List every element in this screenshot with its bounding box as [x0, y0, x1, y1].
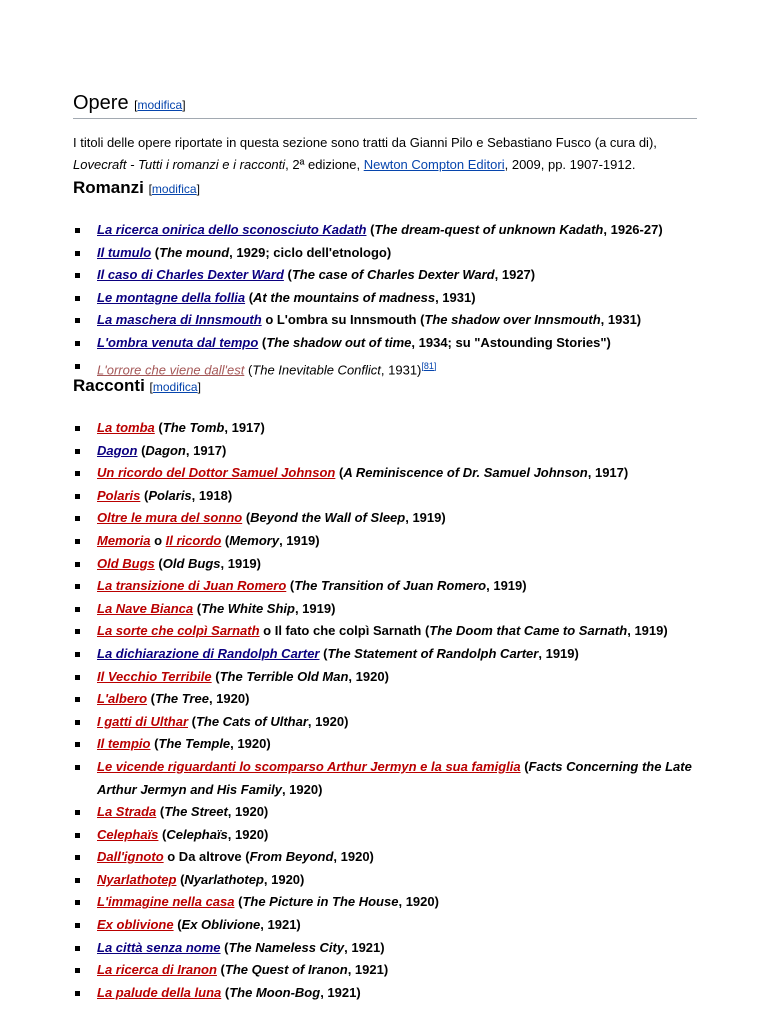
- intro-paragraph: [73, 132, 698, 176]
- publisher-link[interactable]: Newton Compton Editori: [363, 157, 505, 172]
- work-link[interactable]: La palude della luna: [97, 984, 222, 1000]
- original-title: The Doom that Came to Sarnath: [429, 623, 628, 639]
- work-link[interactable]: La transizione di Juan Romero: [97, 578, 287, 594]
- original-title: Celephaïs: [166, 826, 228, 842]
- original-title: The case of Charles Dexter Ward: [291, 267, 495, 283]
- list-item: [73, 417, 703, 440]
- work-year: , 1920): [230, 736, 271, 752]
- work-link[interactable]: Un ricordo del Dottor Samuel Johnson: [97, 465, 336, 481]
- work-detail: (: [221, 984, 230, 1000]
- intro-book-title: Lovecraft - Tutti i romanzi e i racconti: [73, 157, 286, 172]
- work-link[interactable]: La Strada: [97, 804, 157, 820]
- original-title: The mound: [159, 244, 230, 260]
- bullet-icon: [75, 720, 80, 725]
- work-year: , 1927): [494, 267, 536, 283]
- work-year: , 1919): [405, 510, 446, 526]
- work-detail: (: [140, 487, 149, 503]
- intro-text: I titoli delle opere riportate in questa sezione sono tratti da Gianni Pilo e Sebastiano Fusco (a cura di),: [73, 135, 657, 150]
- original-title: Memory: [229, 532, 280, 548]
- list-item: [73, 824, 703, 847]
- bullet-icon: [75, 991, 80, 996]
- work-detail: (: [520, 758, 529, 774]
- original-title: The White Ship: [201, 600, 295, 616]
- work-detail: (: [221, 532, 230, 548]
- list-item: [73, 309, 703, 332]
- work-detail: o Da altrove (: [163, 849, 250, 865]
- work-detail: (: [234, 894, 243, 910]
- work-year: , 1920): [227, 826, 269, 842]
- original-title: The Street: [164, 804, 228, 820]
- work-link[interactable]: Memoria: [97, 532, 151, 548]
- original-title: The shadow over Innsmouth: [424, 312, 601, 328]
- list-item: [73, 332, 703, 355]
- heading-title: Racconti: [73, 376, 145, 395]
- work-link[interactable]: Dall'ignoto: [97, 849, 164, 865]
- list-item: [73, 643, 703, 666]
- work-year: , 1931): [380, 361, 422, 377]
- work-detail: (: [188, 713, 196, 729]
- list-item: [73, 982, 703, 1005]
- work-year: , 1919): [294, 600, 336, 616]
- list-item: [73, 242, 703, 265]
- work-year: , 1919): [279, 532, 320, 548]
- bullet-icon: [75, 228, 80, 233]
- footnote-ref[interactable]: [421, 361, 436, 371]
- bullet-icon: [75, 318, 80, 323]
- work-detail: (: [216, 962, 225, 978]
- original-title: The Transition of Juan Romero: [294, 578, 487, 594]
- list-item: [73, 575, 703, 598]
- work-link[interactable]: La ricerca di Iranon: [97, 962, 217, 978]
- work-link[interactable]: Le vicende riguardanti lo scomparso Arthur Jermyn e la sua famiglia: [97, 758, 521, 774]
- work-year: , 1919): [220, 555, 261, 571]
- original-title: The Picture in The House: [242, 894, 399, 910]
- work-detail: (: [319, 645, 328, 661]
- work-year: , 1919): [538, 645, 579, 661]
- edit-link[interactable]: modifica: [151, 182, 197, 196]
- work-detail: (: [137, 442, 146, 458]
- work-link[interactable]: La città senza nome: [97, 939, 221, 955]
- bullet-icon: [75, 855, 80, 860]
- list-item: [73, 959, 703, 982]
- work-year: , 1917): [224, 420, 265, 435]
- list-item: [73, 801, 703, 824]
- edit-link[interactable]: modifica: [137, 98, 183, 112]
- list-item: [73, 553, 703, 576]
- work-link[interactable]: Old Bugs: [97, 555, 155, 571]
- list-item: [73, 891, 703, 914]
- list-item: [73, 485, 703, 508]
- list-item: [73, 666, 703, 689]
- work-link[interactable]: Il caso di Charles Dexter Ward: [97, 267, 284, 283]
- work-detail: (: [366, 222, 375, 237]
- bullet-icon: [75, 697, 80, 702]
- original-title: From Beyond: [249, 849, 334, 865]
- section-heading-racconti: [73, 376, 201, 396]
- work-year: , 1919): [486, 578, 527, 594]
- original-title: Old Bugs: [162, 555, 221, 571]
- work-detail: (: [176, 871, 185, 887]
- list-item: [73, 846, 703, 869]
- work-detail: (: [154, 420, 163, 435]
- work-link[interactable]: L'ombra venuta dal tempo: [97, 334, 259, 350]
- work-link[interactable]: La tomba: [97, 420, 155, 435]
- bullet-icon: [75, 968, 80, 973]
- work-link[interactable]: Il tumulo: [97, 244, 152, 260]
- original-title: The Temple: [158, 736, 231, 752]
- original-title: Polaris: [148, 487, 192, 503]
- original-title: The dream-quest of unknown Kadath: [374, 222, 604, 237]
- list-item: [73, 440, 703, 463]
- work-detail: (: [244, 361, 253, 377]
- work-detail: (: [335, 465, 344, 481]
- work-detail: (: [220, 939, 229, 955]
- work-year: , 1931): [600, 312, 642, 328]
- work-detail: (: [258, 334, 267, 350]
- list-item: [73, 287, 703, 310]
- work-link[interactable]: L'albero: [97, 691, 148, 707]
- original-title: Ex Oblivione: [181, 917, 261, 933]
- list-item: [73, 756, 703, 801]
- work-year: , 1920): [333, 849, 374, 865]
- edit-section: [modifica]: [148, 182, 200, 196]
- edit-link[interactable]: modifica: [152, 380, 198, 394]
- bullet-icon: [75, 652, 80, 657]
- original-title: The Tomb: [162, 420, 225, 435]
- bullet-icon: [75, 923, 80, 928]
- separator-text: o: [150, 532, 166, 548]
- original-title: Beyond the Wall of Sleep: [250, 510, 406, 526]
- work-link[interactable]: Dagon: [97, 442, 138, 458]
- work-year: , 1918): [191, 487, 233, 503]
- bullet-icon: [75, 251, 80, 256]
- work-detail: (: [242, 510, 251, 526]
- original-title: The shadow out of time: [266, 334, 412, 350]
- work-link[interactable]: Nyarlathotep: [97, 871, 177, 887]
- intro-text: , 2ª edizione,: [285, 157, 364, 172]
- work-year: , 1921): [320, 984, 361, 1000]
- list-item: [73, 937, 703, 960]
- bullet-icon: [75, 296, 80, 301]
- work-year: , 1921): [347, 962, 389, 978]
- original-title: The Inevitable Conflict: [252, 361, 381, 377]
- work-link[interactable]: Oltre le mura del sonno: [97, 510, 243, 526]
- footnote-link[interactable]: [81]: [421, 360, 437, 371]
- edit-section: [modifica]: [134, 98, 186, 112]
- work-year: , 1920): [398, 894, 439, 910]
- original-title: The Tree: [155, 691, 209, 707]
- work-year: , 1920): [307, 713, 349, 729]
- work-year: , 1921): [260, 917, 301, 933]
- bullet-icon: [75, 900, 80, 905]
- bullet-icon: [75, 765, 80, 770]
- work-detail: (: [245, 289, 254, 305]
- work-link[interactable]: Il tempio: [97, 736, 151, 752]
- bullet-icon: [75, 562, 80, 567]
- intro-text: , 2009, pp. 1907-1912.: [504, 157, 636, 172]
- work-detail: (: [156, 804, 165, 820]
- work-year: , 1926-27): [603, 222, 663, 237]
- list-item: [73, 219, 703, 242]
- original-title: Nyarlathotep: [184, 871, 264, 887]
- bullet-icon: [75, 584, 80, 589]
- heading-title: Opere: [73, 92, 129, 114]
- work-link[interactable]: L'immagine nella casa: [97, 894, 235, 910]
- list-item: [73, 598, 703, 621]
- bullet-icon: [75, 833, 80, 838]
- work-detail: (: [211, 668, 220, 684]
- work-link[interactable]: I gatti di Ulthar: [97, 713, 188, 729]
- work-link[interactable]: Ex oblivione: [97, 917, 174, 933]
- work-detail: (: [158, 826, 167, 842]
- list-item: [73, 688, 703, 711]
- bullet-icon: [75, 878, 80, 883]
- edit-section: [modifica]: [149, 380, 201, 394]
- original-title: The Terrible Old Man: [219, 668, 349, 684]
- list-item: [73, 462, 703, 485]
- bullet-icon: [75, 742, 80, 747]
- work-year: , 1934; su "Astounding Stories"): [411, 334, 611, 350]
- list-item: [73, 620, 703, 643]
- work-link[interactable]: La dichiarazione di Randolph Carter: [97, 645, 320, 661]
- stories-list: [73, 417, 703, 1004]
- work-detail: (: [173, 917, 182, 933]
- work-link[interactable]: Celephaïs: [97, 826, 159, 842]
- work-detail: o L'ombra su Innsmouth (: [261, 312, 425, 328]
- work-link[interactable]: Le montagne della follia: [97, 289, 246, 305]
- work-year: , 1931): [435, 289, 476, 305]
- work-year: , 1920): [348, 668, 389, 684]
- section-heading-opere: [73, 92, 186, 115]
- work-detail: (: [193, 600, 202, 616]
- original-title: The Quest of Iranon: [224, 962, 348, 978]
- list-item: [73, 507, 703, 530]
- heading-title: Romanzi: [73, 178, 144, 197]
- bullet-icon: [75, 810, 80, 815]
- work-link[interactable]: Il Vecchio Terribile: [97, 668, 212, 684]
- work-year: , 1920): [208, 691, 250, 707]
- original-title: Facts Concerning the Late Arthur Jermyn and His Family: [97, 758, 692, 797]
- work-detail: (: [283, 267, 292, 283]
- work-link[interactable]: La ricerca onirica dello sconosciuto Kadath: [97, 222, 367, 237]
- list-item: [73, 914, 703, 937]
- list-item: [73, 869, 703, 892]
- work-link[interactable]: Polaris: [97, 487, 141, 503]
- bullet-icon: [75, 273, 80, 278]
- original-title: The Moon-Bog: [229, 984, 321, 1000]
- bullet-icon: [75, 364, 80, 369]
- work-detail: (: [154, 555, 163, 571]
- heading-divider: [73, 118, 697, 119]
- work-link[interactable]: La Nave Bianca: [97, 600, 194, 616]
- work-year: , 1917): [587, 465, 629, 481]
- list-item: [73, 530, 703, 553]
- work-detail: (: [147, 691, 155, 707]
- list-item: [73, 264, 703, 287]
- bullet-icon: [75, 516, 80, 521]
- list-item: [73, 711, 703, 734]
- original-title: A Reminiscence of Dr. Samuel Johnson: [343, 465, 588, 481]
- work-year: , 1917): [185, 442, 227, 458]
- novels-list: [73, 219, 703, 381]
- work-year: , 1920): [281, 781, 323, 797]
- work-detail: o Il fato che colpì Sarnath (: [259, 623, 430, 639]
- original-title: At the mountains of madness: [253, 289, 436, 305]
- section-heading-romanzi: [73, 178, 200, 198]
- bullet-icon: [75, 539, 80, 544]
- work-detail: (: [150, 736, 159, 752]
- work-link[interactable]: L'orrore che viene dall'est: [97, 361, 245, 377]
- bullet-icon: [75, 607, 80, 612]
- work-year: , 1920): [263, 871, 305, 887]
- list-item: [73, 733, 703, 756]
- work-detail: (: [286, 578, 295, 594]
- work-link[interactable]: La sorte che colpì Sarnath: [97, 623, 260, 639]
- bullet-icon: [75, 471, 80, 476]
- original-title: The Cats of Ulthar: [195, 713, 308, 729]
- bullet-icon: [75, 675, 80, 680]
- original-title: The Nameless City: [228, 939, 345, 955]
- work-detail: (: [151, 244, 160, 260]
- work-year: , 1929; ciclo dell'etnologo): [229, 244, 392, 260]
- work-year: , 1921): [344, 939, 385, 955]
- bullet-icon: [75, 494, 80, 499]
- bullet-icon: [75, 629, 80, 634]
- work-link[interactable]: La maschera di Innsmouth: [97, 312, 262, 328]
- work-year: , 1920): [227, 804, 269, 820]
- bullet-icon: [75, 946, 80, 951]
- work-year: , 1919): [627, 623, 668, 639]
- work-link[interactable]: Il ricordo: [165, 532, 222, 548]
- bullet-icon: [75, 449, 80, 454]
- original-title: Dagon: [145, 442, 186, 458]
- bullet-icon: [75, 341, 80, 346]
- bullet-icon: [75, 426, 80, 431]
- original-title: The Statement of Randolph Carter: [327, 645, 539, 661]
